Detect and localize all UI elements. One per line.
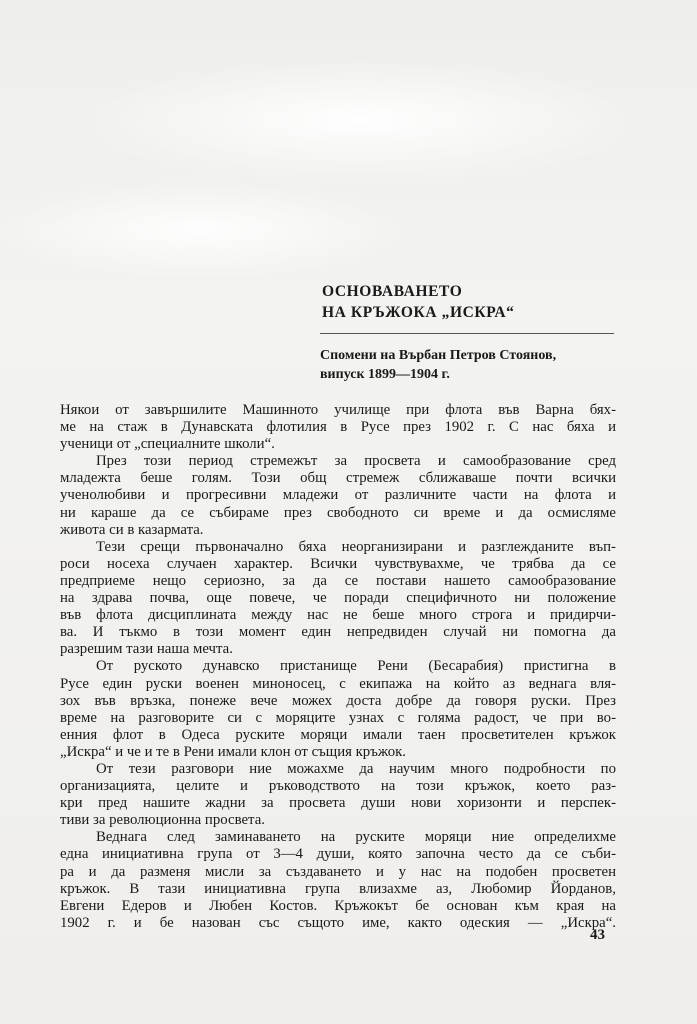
text-line: тиви за революционна просвета.: [60, 812, 265, 829]
article-title: [322, 281, 652, 323]
text-line: ни караше да се събираме през свободното си време и да осмисляме: [60, 504, 616, 521]
article-body: [60, 402, 616, 932]
text-line: във флота дисциплината между нас не беше много строга и придирчи-: [60, 607, 616, 624]
text-line: 1902 г. и бе назован със същото име, както одеския — „Искра“.: [60, 914, 616, 931]
text-line: Веднага след заминаването на руските моряци ние определихме: [96, 829, 616, 846]
text-line: предприеме нещо сериозно, за да се постави нашето самообразование: [60, 572, 616, 589]
title-line-1: ОСНОВАВАНЕТО: [322, 283, 463, 300]
text-line: зох във връзка, понеже вече можех доста добре да говоря руски. През: [60, 692, 616, 709]
text-line: живота си в казармата.: [60, 521, 204, 538]
article-subtitle: [320, 346, 620, 384]
text-line: кръжок. В тази инициативна група влизахме аз, Любомир Йорданов,: [60, 880, 616, 897]
text-line: „Искра“ и че и те в Рени имали клон от същия кръжок.: [60, 743, 406, 760]
text-line: кри пред нашите жадни за просвета души нови хоризонти и перспек-: [60, 795, 616, 812]
text-line: организацията, целите и ръководството на този кръжок, което раз-: [60, 778, 616, 795]
page-number: 43: [590, 927, 605, 943]
text-line: Тези срещи първоначално бяха неорганизирани и разглежданите въп-: [96, 538, 616, 555]
text-line: ученолюбиви и прогресивни младежи от различните части на флота и: [60, 487, 616, 504]
text-line: енния флот в Одеса руските моряци имали таен просветителен кръжок: [60, 726, 616, 743]
title-line-2: НА КРЪЖОКА „ИСКРА“: [322, 304, 515, 321]
text-line: време на разговорите си с моряците узнах с голяма радост, че при во-: [60, 709, 616, 726]
text-line: ученици от „специалните школи“.: [60, 436, 275, 453]
text-line: Евгени Едеров и Любен Костов. Кръжокът бе основан към края на: [60, 897, 616, 914]
text-line: ра и да разменя мисли за създаването и у нас на подобен просветен: [60, 863, 616, 880]
subtitle-line-2: випуск 1899—1904 г.: [320, 367, 450, 382]
text-line: Русе един руски военен миноносец, с екипажа на който аз веднага вля-: [60, 675, 616, 692]
title-divider: [320, 333, 614, 334]
text-line: Някои от завършилите Машинното училище при флота във Варна бях-: [60, 402, 616, 418]
text-line: разрешим тази наша мечта.: [60, 641, 233, 658]
subtitle-line-1: Спомени на Върбан Петров Стоянов,: [320, 348, 557, 363]
text-line: на здрава почва, още повече, че поради специфичното ни положение: [60, 590, 616, 607]
text-line: една инициативна група от 3—4 души, която започна често да се съби-: [60, 846, 616, 863]
text-line: От руското дунавско пристанище Рени (Бесарабия) пристигна в: [96, 658, 616, 675]
text-line: През този период стремежът за просвета и самообразование сред: [96, 453, 616, 470]
text-line: ме на стаж в Дунавската флотилия в Русе през 1902 г. С нас бяха и: [60, 419, 616, 436]
text-line: ва. И тъкмо в този момент един непредвиден случай ни помогна да: [60, 624, 616, 641]
text-line: младежта беше голям. Този общ стремеж сближаваше почти всички: [60, 470, 616, 487]
text-line: От тези разговори ние можахме да научим много подробности по: [96, 760, 616, 777]
text-line: роси носеха случаен характер. Всички чувствувахме, че трябва да се: [60, 555, 616, 572]
